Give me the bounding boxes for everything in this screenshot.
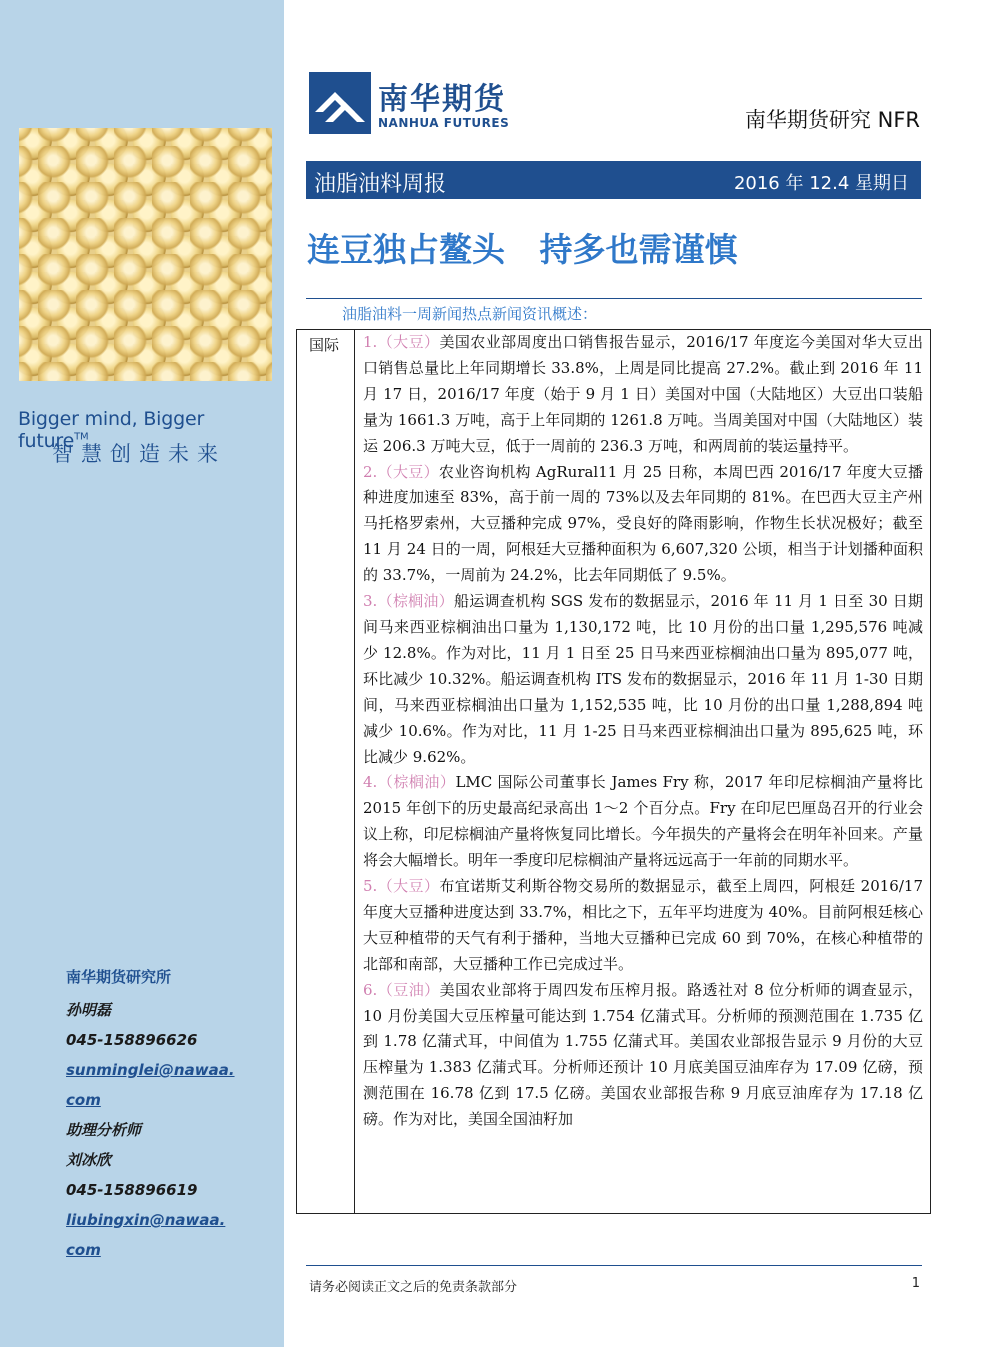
news-tag: 6.（豆油） bbox=[363, 980, 440, 999]
disclaimer-note: 请务必阅读正文之后的免责条款部分 bbox=[309, 1280, 518, 1295]
analyst-name: 孙明磊 bbox=[66, 1001, 112, 1019]
headline: 连豆独占鳌头 持多也需谨慎 bbox=[307, 230, 738, 269]
report-type: 油脂油料周报 bbox=[314, 172, 447, 197]
sidebar bbox=[0, 0, 284, 1347]
news-tag: 1.（大豆） bbox=[363, 333, 440, 351]
news-table bbox=[296, 329, 931, 1214]
news-body bbox=[363, 330, 923, 1133]
news-text: 美国农业部将于周四发布压榨月报。路透社对 8 位分析师的调查显示，10 月份美国大豆压榨量可能达到 1.754 亿蒲式耳。分析师的预测范围在 1.735 亿到 1.78 亿蒲式耳，中间值为 1.755 亿蒲式耳。美国农业部报告显示 9 月份的大豆压榨量为 1.383 亿蒲式耳。分析师还预计 10 月底美国豆油库存为 17.09 亿磅，预测范围在 16.78 亿到 17.5 亿磅。美国农业部报告称 9 月底豆油库存为 17.18 亿磅。作为对比，美国全国油籽加 bbox=[363, 980, 923, 1129]
research-institute: 南华期货研究所 bbox=[66, 968, 172, 986]
news-tag: 2.（大豆） bbox=[363, 462, 439, 481]
analyst-phone: 045-158896626 bbox=[66, 1031, 198, 1049]
analyst-email-link-cont[interactable]: com bbox=[66, 1091, 101, 1109]
news-subheading: 油脂油料一周新闻热点新闻资讯概述： bbox=[342, 305, 598, 323]
category-column bbox=[297, 330, 355, 1213]
header-divider bbox=[306, 298, 922, 299]
trademark-mark: TM bbox=[74, 431, 89, 443]
research-label: 南华期货研究 NFR bbox=[744, 108, 920, 132]
assistant-role: 助理分析师 bbox=[66, 1121, 142, 1139]
news-item bbox=[363, 978, 923, 1133]
news-item bbox=[363, 589, 923, 770]
news-tag: 5.（大豆） bbox=[363, 877, 440, 896]
news-item bbox=[363, 460, 923, 590]
assistant-phone: 045-158896619 bbox=[66, 1181, 198, 1199]
assistant-email-link-cont[interactable]: com bbox=[66, 1241, 101, 1259]
news-item bbox=[363, 330, 923, 460]
news-text: LMC 国际公司董事长 James Fry 称，2017 年印尼棕榈油产量将比 2015 年创下的历史最高纪录高出 1～2 个百分点。Fry 在印尼巴厘岛召开的行业会议上称，印尼棕榈油产量将恢复同比增长。今年损失的产量将会在明年补回来。产量将会大幅增长。明年一季度印尼棕榈油产量将远远高于一年前的同期水平。 bbox=[363, 773, 924, 870]
news-tag: 4.（棕榈油） bbox=[363, 773, 456, 792]
news-text: 农业咨询机构 AgRural11 月 25 日称，本周巴西 2016/17 年度大豆播种进度加速至 83%，高于前一周的 73%以及去年同期的 81%。在巴西大豆主产州马托格罗索州，大豆播种完成 97%，受良好的降雨影响，作物生长状况极好；截至 11 月 24 日的一周，阿根廷大豆播种面积为 6,607,320 公顷，相当于计划播种面积的 33.7%，一周前为 24.2%，比去年同期低了 9.5%。 bbox=[363, 462, 924, 585]
nanhua-logo-icon bbox=[309, 72, 371, 134]
news-item bbox=[363, 770, 923, 874]
report-title-bar bbox=[306, 161, 921, 199]
slogan-english: Bigger mind, Bigger future™ bbox=[18, 408, 205, 452]
slogan-chinese: 智慧创造未来 bbox=[52, 442, 226, 466]
category-label: 国际 bbox=[309, 336, 340, 354]
contacts-block bbox=[66, 966, 276, 1265]
news-text: 船运调查机构 SGS 发布的数据显示，2016 年 11 月 1 日至 30 日期间马来西亚棕榈油出口量为 1,130,172 吨，比 10 月份的出口量 1,295,576 吨减少 12.8%。作为对比，11 月 1 日至 25 日马来西亚棕榈油出口量为 895,077 吨，环比减少 10.32%。船运调查机构 ITS 发布的数据显示，2016 年 11 月 1-30 日期间，马来西亚棕榈油出口量为 1,152,535 吨，比 10 月份的出口量 1,288,894 吨减少 10.6%。作为对比，11 月 1-25 日马来西亚棕榈油出口量为 895,625 吨，环比减少 9.62%。 bbox=[363, 592, 924, 766]
report-date: 2016 年 12.4 星期日 bbox=[733, 173, 909, 194]
assistant-email-link[interactable]: liubingxin@nawaa. bbox=[66, 1211, 226, 1229]
news-item bbox=[363, 874, 923, 978]
page-number: 1 bbox=[911, 1276, 920, 1291]
footer-divider bbox=[306, 1265, 922, 1266]
news-text: 美国农业部周度出口销售报告显示，2016/17 年度迄今美国对华大豆出口销售总量比上年同期增长 33.8%，上周是同比提高 27.2%。截止到 2016 年 11 月 17 日，2016/17 年度（始于 9 月 1 日）美国对中国（大陆地区）大豆出口装船量为 1661.3 万吨，高于上年同期的 1261.8 万吨。当周美国对中国（大陆地区）装运 206.3 万吨大豆，低于一周前的 236.3 万吨，和两周前的装运量持平。 bbox=[363, 333, 923, 455]
news-text: 布宜诺斯艾利斯谷物交易所的数据显示，截至上周四，阿根廷 2016/17 年度大豆播种进度达到 33.7%，相比之下，五年平均进度为 40%。目前阿根廷核心大豆种植带的天气有利于播种，当地大豆播种已完成 60 到 70%，在核心种植带的北部和南部，大豆播种工作已完成过半。 bbox=[363, 877, 923, 973]
analyst-email-link[interactable]: sunminglei@nawaa. bbox=[66, 1061, 235, 1079]
soybean-photo bbox=[19, 128, 272, 381]
brand-name-en: NANHUA FUTURES bbox=[378, 116, 510, 130]
assistant-name: 刘冰欣 bbox=[66, 1151, 112, 1169]
brand-name-cn: 南华期货 bbox=[378, 82, 506, 117]
news-tag: 3.（棕榈油） bbox=[363, 592, 454, 611]
